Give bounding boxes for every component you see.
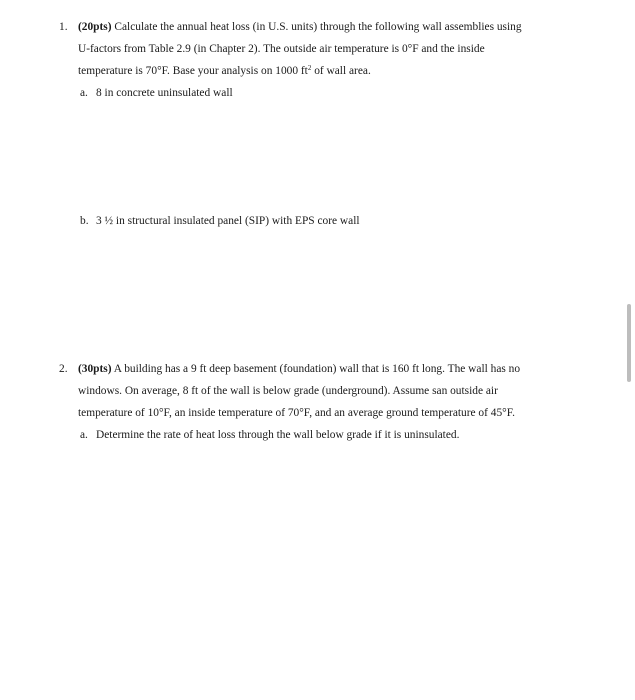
problem-1-superscript: 2 [307, 64, 312, 72]
problem-2-text-1: A building has a 9 ft deep basement (foundation) wall that is 160 ft long. The wall has no [111, 363, 521, 375]
problem-2-line-2: windows. On average, 8 ft of the wall is below grade (underground). Assume san outside air [78, 385, 498, 397]
part-label: a. [80, 429, 88, 441]
part-text: Determine the rate of heat loss through the wall below grade if it is uninsulated. [96, 429, 460, 441]
problem-1-line-1 [78, 20, 522, 34]
problem-2-line-1 [78, 362, 520, 376]
vertical-scrollbar[interactable] [627, 0, 632, 700]
scrollbar-thumb[interactable] [627, 304, 631, 382]
problem-1-line-3 [78, 64, 371, 78]
problem-1-points: (20pts) [78, 21, 112, 33]
problem-2-line-3: temperature of 10°F, an inside temperature of 70°F, and an average ground temperature of 45°F. [78, 407, 515, 419]
problem-1-text-4: of wall area. [311, 65, 371, 77]
part-text: 3 ½ in structural insulated panel (SIP) with EPS core wall [96, 215, 360, 227]
part-label: b. [80, 215, 89, 227]
problem-2-points: (30pts) [78, 363, 112, 375]
problem-1-line-2: U-factors from Table 2.9 (in Chapter 2). The outside air temperature is 0°F and the inside [78, 43, 485, 55]
problem-1-text-3: temperature is 70°F. Base your analysis on 1000 ft [78, 65, 308, 77]
problem-1-text-1: Calculate the annual heat loss (in U.S. units) through the following wall assemblies using [111, 21, 522, 33]
problem-2-number: 2. [59, 363, 68, 375]
part-text: 8 in concrete uninsulated wall [96, 87, 233, 99]
part-label: a. [80, 87, 88, 99]
problem-1-number: 1. [59, 21, 68, 33]
